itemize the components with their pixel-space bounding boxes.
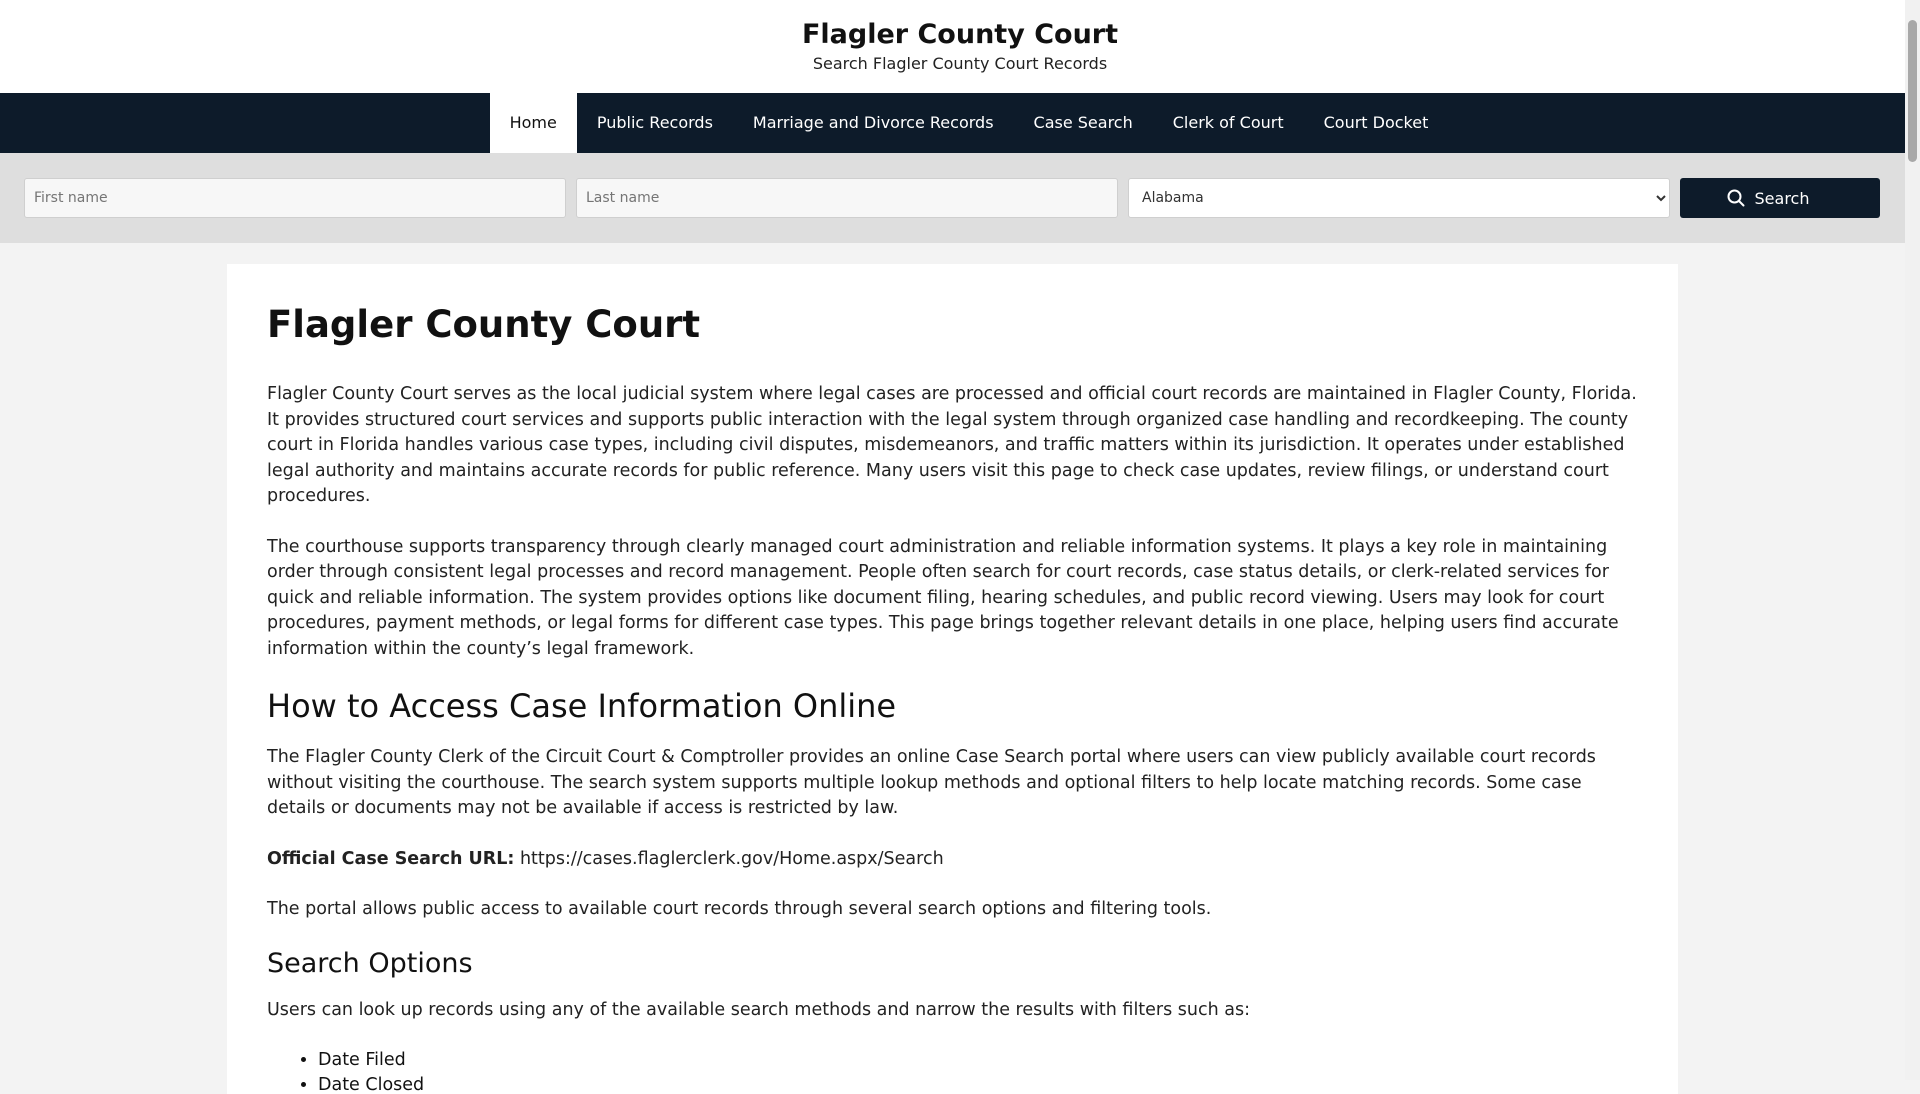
main-nav [0, 93, 1920, 153]
first-name-input[interactable] [24, 178, 566, 218]
search-bar [0, 153, 1920, 243]
site-title: Flagler County Court [801, 19, 1119, 50]
filter-list [267, 1048, 1638, 1094]
page-scrollbar[interactable] [1905, 0, 1920, 1080]
page-title: Flagler County Court [267, 303, 701, 346]
search-button[interactable] [1680, 178, 1880, 218]
search-icon [1727, 189, 1745, 207]
access-paragraph: The Flagler County Clerk of the Circuit Court & Comptroller provides an online Case Search portal where users can view publicly available court records without visiting the courthouse. The search system supports multiple lookup methods and optional filters to help locate matching records. Some case details or documents may not be available if access is restricted by law. [267, 747, 1596, 818]
official-url-value: https://cases.flaglerclerk.gov/Home.aspx/Search [519, 848, 944, 869]
scrollbar-thumb[interactable] [1908, 20, 1917, 162]
official-url-label: Official Case Search URL: [267, 848, 515, 869]
nav-item-court-docket[interactable]: Court Docket [1323, 113, 1429, 132]
site-subtitle: Search Flagler County Court Records [812, 54, 1108, 73]
last-name-input[interactable] [576, 178, 1118, 218]
search-options-paragraph: Users can look up records using any of the available search methods and narrow the results with filters such as: [267, 999, 1251, 1020]
courthouse-paragraph: The courthouse supports transparency through clearly managed court administration and reliable information systems. It plays a key role in maintaining order through consistent legal processes and record management. People often search for court records, case status details, or clerk-related services for quick and reliable information. The system provides options like document filing, hearing schedules, and public record viewing. Users may look for court procedures, payment methods, or legal forms for different case types. This page brings together relevant details in one place, helping users find accurate information within the county’s legal framework. [267, 536, 1619, 659]
list-item: • Date Closed [318, 1073, 1638, 1094]
nav-item-public-records[interactable]: Public Records [596, 113, 713, 132]
nav-item-marriage-divorce-records[interactable]: Marriage and Divorce Records [752, 113, 994, 132]
site-header [0, 0, 1920, 93]
access-heading: How to Access Case Information Online [267, 687, 897, 725]
list-item: • Date Filed [318, 1048, 1638, 1073]
nav-item-home[interactable]: Home [490, 93, 577, 153]
portal-paragraph: The portal allows public access to available court records through several search options and filtering tools. [267, 899, 1212, 919]
intro-paragraph: Flagler County Court serves as the local judicial system where legal cases are processed and official court records are maintained in Flagler County, Florida. It provides structured court services and supports public interaction with the legal system through organized case handling and recordkeeping. The county court in Florida handles various case types, including civil disputes, misdemeanors, and traffic matters within its jurisdiction. It operates under established legal authority and maintains accurate records for public reference. Many users visit this page to check case updates, review filings, or understand court procedures. [267, 384, 1637, 506]
official-url-line [267, 847, 1638, 873]
search-button-label: Search [1754, 188, 1810, 208]
content-card [227, 264, 1678, 1094]
state-select[interactable] [1128, 178, 1670, 218]
nav-item-case-search[interactable]: Case Search [1033, 113, 1133, 132]
search-options-heading: Search Options [267, 947, 473, 979]
nav-item-clerk-of-court[interactable]: Clerk of Court [1172, 113, 1284, 132]
